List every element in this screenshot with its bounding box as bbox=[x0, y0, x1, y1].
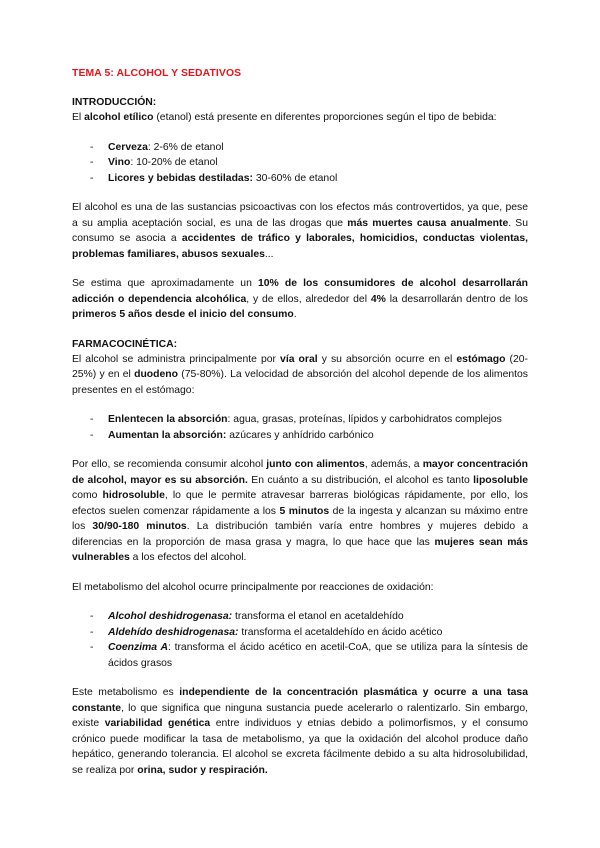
bold-text: 30/90-180 minutos bbox=[92, 521, 187, 532]
bold-italic-text: Coenzima A bbox=[108, 642, 168, 653]
bold-text: independiente de la concentración plasmática y ocurre a una tasa constante bbox=[72, 687, 528, 714]
text: 30-60% de etanol bbox=[252, 172, 338, 184]
bold-text: mujeres sean más vulnerables bbox=[72, 536, 528, 563]
text: El alcohol es una de las sustancias psicoactivas con los efectos más controvertidos, ya que, pese a su amplia aceptación social, es una de las drogas que bbox=[72, 202, 528, 229]
bold-text: orina, sudor y respiración. bbox=[137, 764, 268, 776]
text: de la ingesta y alcanzan su máximo entre los bbox=[72, 505, 528, 532]
beverage-list bbox=[72, 140, 528, 187]
bold-text: hidrosoluble bbox=[102, 490, 165, 501]
text: (etanol) está presente en diferentes proporciones según el tipo de bebida: bbox=[153, 112, 497, 123]
bold-text: alcohol etílico bbox=[84, 112, 154, 123]
farmaco-paragraph-3: El metabolismo del alcohol ocurre principalmente por reacciones de oxidación: bbox=[72, 581, 434, 593]
section-heading-farmacocinetica: FARMACOCINÉTICA: bbox=[72, 338, 178, 350]
text: : 2-6% de etanol bbox=[147, 141, 224, 153]
bold-text: estómago bbox=[456, 353, 506, 365]
text: : 10-20% de etanol bbox=[130, 157, 218, 168]
text: transforma el acetaldehído en ácido acético bbox=[238, 626, 443, 638]
text: , además, a bbox=[364, 459, 423, 470]
text: (75-80%). La velocidad de absorción del alcohol depende de los alimentos presentes en el estómago: bbox=[72, 369, 528, 396]
text: la desarrollarán dentro de los bbox=[385, 293, 528, 305]
list-item bbox=[72, 155, 528, 171]
document-title: TEMA 5: ALCOHOL Y SEDATIVOS bbox=[72, 68, 242, 79]
text: transforma el etanol en acetaldehído bbox=[232, 611, 404, 622]
list-item bbox=[72, 428, 528, 444]
bold-text: liposoluble bbox=[473, 474, 529, 486]
bold-text: vía oral bbox=[280, 353, 318, 365]
intro-paragraph-3 bbox=[72, 276, 528, 323]
bold-text: Cerveza bbox=[108, 141, 148, 153]
bold-text: Enlentecen la absorción bbox=[108, 414, 228, 425]
bold-text: accidentes de tráfico y laborales, homicidios, conductas violentas, problemas familiares, abusos sexuales bbox=[72, 233, 528, 260]
intro-paragraph-2 bbox=[72, 200, 528, 262]
metabolism-list bbox=[72, 609, 528, 671]
bold-text: duodeno bbox=[134, 369, 178, 380]
farmaco-paragraph-2 bbox=[72, 457, 528, 566]
text: El alcohol se administra principalmente por bbox=[72, 353, 281, 365]
text: Este metabolismo es bbox=[72, 687, 180, 698]
absorption-list bbox=[72, 412, 528, 443]
bold-text: junto con alimentos bbox=[266, 459, 365, 470]
text: , lo que significa que ninguna sustancia puede acelerarlo o ralentizarlo. Sin embargo, existe bbox=[72, 702, 528, 729]
text: a los efectos del alcohol. bbox=[129, 552, 247, 563]
text: , lo que le permite atravesar barreras biológicas rápidamente, por ello, los efectos suelen comenzar rápidamente a los bbox=[72, 490, 529, 517]
list-item bbox=[72, 625, 528, 641]
list-item bbox=[72, 640, 528, 671]
section-heading-introduccion: INTRODUCCIÓN: bbox=[72, 97, 157, 108]
text: como bbox=[72, 490, 103, 501]
bold-italic-text: Alcohol deshidrogenasa: bbox=[108, 611, 233, 622]
text: En cuánto a su distribución, el alcohol es tanto bbox=[247, 474, 474, 486]
bold-text: Vino bbox=[108, 157, 131, 168]
bold-text: 4% bbox=[370, 293, 386, 305]
text: (20-25%) y en el bbox=[72, 353, 529, 380]
bold-text: Licores y bebidas destiladas: bbox=[108, 172, 253, 184]
list-item bbox=[72, 412, 528, 428]
text: ... bbox=[264, 248, 274, 260]
bold-italic-text: Aldehído deshidrogenasa: bbox=[108, 626, 239, 638]
text: , y de ellos, alrededor del bbox=[246, 293, 371, 305]
bold-text: mayor concentración de alcohol, mayor es su absorción. bbox=[72, 459, 529, 486]
text: Por ello, se recomienda consumir alcohol bbox=[72, 459, 267, 470]
list-item bbox=[72, 140, 528, 156]
text: . bbox=[293, 309, 297, 320]
text: : agua, grasas, proteínas, lípidos y carbohidratos complejos bbox=[227, 414, 502, 425]
intro-paragraph-1 bbox=[72, 110, 528, 126]
farmaco-paragraph-1 bbox=[72, 352, 528, 399]
text: . Su consumo se asocia a bbox=[72, 217, 528, 244]
list-item bbox=[72, 171, 528, 187]
farmaco-paragraph-4 bbox=[72, 685, 528, 778]
text: El bbox=[72, 112, 85, 123]
list-item bbox=[72, 609, 528, 625]
bold-text: más muertes causa anualmente bbox=[347, 217, 509, 229]
text: : transforma el ácido acético en acetil-CoA, que se utiliza para la síntesis de ácidos grasos bbox=[108, 642, 528, 669]
text: Se estima que aproximadamente un bbox=[72, 278, 258, 289]
bold-text: Aumentan la absorción: bbox=[108, 429, 227, 441]
bold-text: 5 minutos bbox=[279, 505, 330, 517]
text: y su absorción ocurre en el bbox=[317, 353, 457, 365]
bold-text: 10% de los consumidores de alcohol desarrollarán adicción o dependencia alcohólica bbox=[72, 278, 528, 305]
text: azúcares y anhídrido carbónico bbox=[226, 429, 374, 441]
text: entre individuos y etnias debido a polimorfismos, y el consumo crónico puede modificar la tasa de metabolismo, ya que la oxidación del alcohol produce daño hepático, generando tolerancia. El alcohol se excreta fácilmente debido a su alta hidrosolubilidad, se realiza por bbox=[72, 718, 529, 776]
document-page bbox=[72, 68, 528, 778]
bold-text: primeros 5 años desde el inicio del consumo bbox=[72, 309, 294, 320]
bold-text: variabilidad genética bbox=[104, 718, 211, 729]
text: . La distribución también varía entre hombres y mujeres debido a diferencias en la proporción de masa grasa y magra, lo que hace que las bbox=[72, 521, 529, 548]
